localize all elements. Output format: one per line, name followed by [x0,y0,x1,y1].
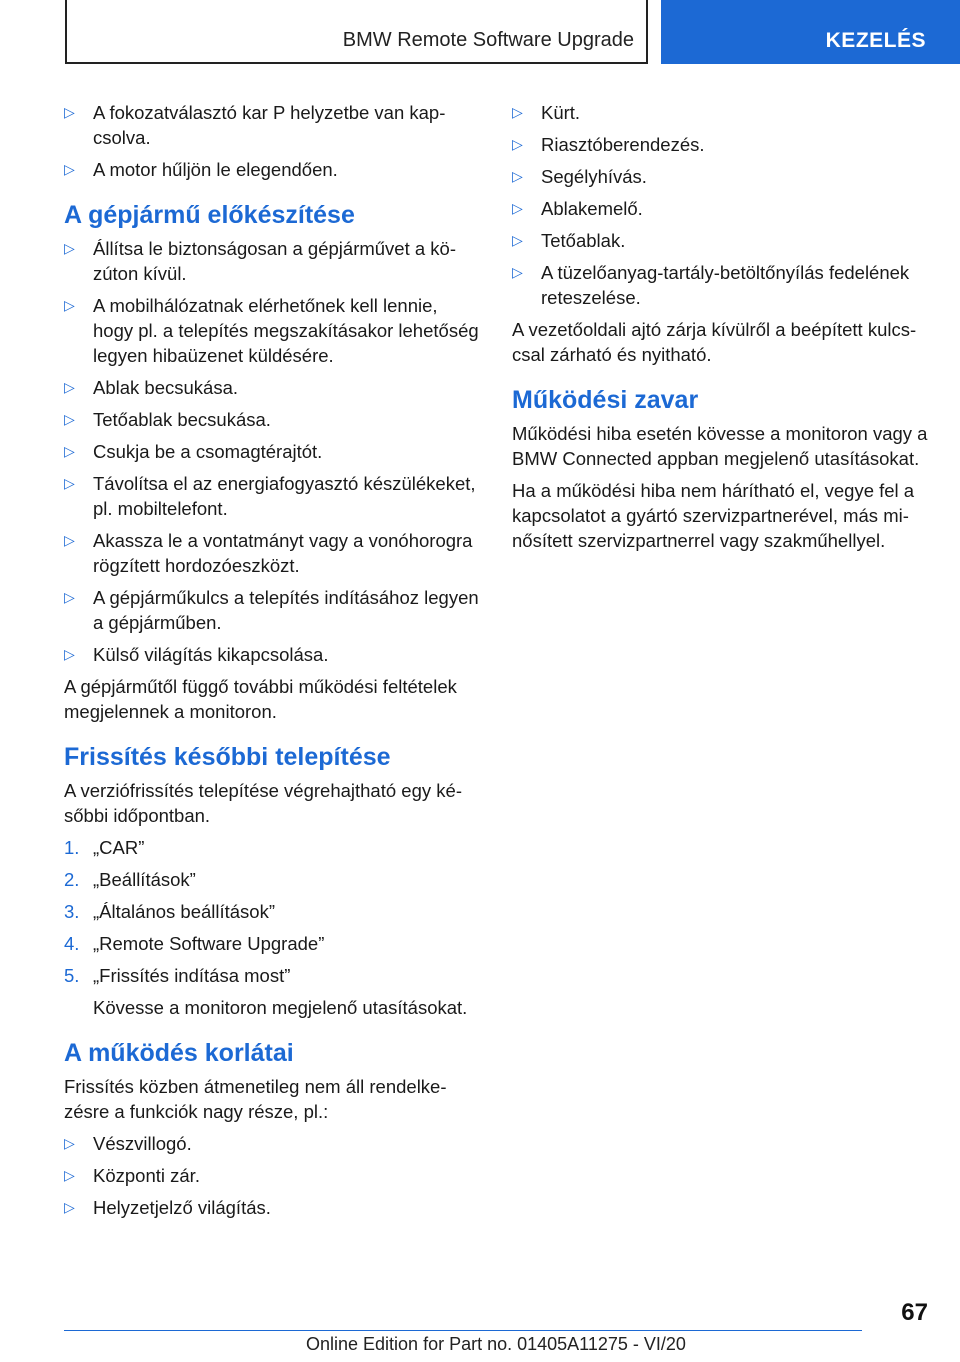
list-item: ▷ Helyzetjelző világítás. [64,1197,271,1218]
paragraph-driver-door: A vezetőoldali ajtó zárja kívülről a beépített kulcscsal zárható és nyitható. [512,319,917,365]
list-item: ▷ Távolítsa el az energiafogyasztó készülékeket, pl. mobiltelefont. [64,473,476,519]
list-item: ▷ Vészvillogó. [64,1133,192,1154]
triangle-right-outline-icon: ▷ [512,104,523,120]
heading-limitations: A működés korlátai [64,1039,294,1067]
triangle-right-outline-icon: ▷ [64,161,75,177]
list-item: ▷ Külső világítás kikapcsolása. [64,644,329,665]
triangle-right-outline-icon: ▷ [512,200,523,216]
step-item: 1. „CAR” [64,837,145,858]
triangle-right-outline-icon: ▷ [64,379,75,395]
footer-divider [64,1330,862,1331]
paragraph-malfunction-2: Ha a működési hiba nem hárítható el, vegye fel a kapcsolatot a gyártó szervizpartnerével, más minősített szervizpartnerrel vagy szakműhellyel. [512,480,915,551]
triangle-right-outline-icon: ▷ [64,589,75,605]
left-column [64,100,480,1227]
right-column [512,100,928,560]
list-item: ▷ Központi zár. [64,1165,200,1186]
list-item: ▷ A motor hűljön le elegendően. [64,159,338,180]
triangle-right-outline-icon: ▷ [512,168,523,184]
paragraph-follow-instructions: Kövesse a monitoron megjelenő utasításokat. [93,997,468,1018]
list-item: ▷ Ablak becsukása. [64,377,239,398]
heading-malfunction: Működési zavar [512,386,699,414]
triangle-right-outline-icon: ▷ [64,646,75,662]
triangle-right-outline-icon: ▷ [64,240,75,256]
triangle-right-outline-icon: ▷ [64,532,75,548]
list-item: ▷ A gépjárműkulcs a telepítés indításához legyen a gépjárműben. [64,587,479,633]
heading-later-install: Frissítés későbbi telepítése [64,743,391,771]
step-number: 4. [64,933,80,954]
header-title: BMW Remote Software Upgrade [342,29,634,51]
list-item: ▷ Kürt. [512,102,581,123]
triangle-right-outline-icon: ▷ [512,136,523,152]
paragraph-limitations: Frissítés közben átmenetileg nem áll rendelkezésre a funkciók nagy része, pl.: [64,1076,447,1122]
triangle-right-outline-icon: ▷ [64,297,75,313]
footer-edition: Online Edition for Part no. 01405A11275 - VI/20 [306,1334,686,1354]
step-item: 4. „Remote Software Upgrade” [64,933,325,954]
step-number: 5. [64,965,80,986]
list-item: ▷ Akassza le a vontatmányt vagy a vonóhorogra rögzített hordozóeszközt. [64,530,473,576]
list-item: ▷ Riasztóberendezés. [512,134,705,155]
triangle-right-outline-icon: ▷ [64,1199,75,1215]
step-number: 1. [64,837,80,858]
heading-vehicle-preparation: A gépjármű előkészítése [64,201,355,229]
triangle-right-outline-icon: ▷ [512,232,523,248]
list-item: ▷ Tetőablak becsukása. [64,409,271,430]
list-item: ▷ Segélyhívás. [512,166,647,187]
section-label: KEZELÉS [825,29,926,52]
triangle-right-outline-icon: ▷ [64,1135,75,1151]
paragraph-malfunction-1: Működési hiba esetén kövesse a monitoron vagy a BMW Connected appban megjelenő utasításokat. [512,423,928,469]
triangle-right-outline-icon: ▷ [64,1167,75,1183]
triangle-right-outline-icon: ▷ [512,264,523,280]
paragraph-conditions: A gépjárműtől függő további működési feltételek megjelennek a monitoron. [64,676,457,722]
list-item: ▷ Állítsa le biztonságosan a gépjárművet a közúton kívül. [64,238,457,284]
step-number: 2. [64,869,80,890]
header-box [65,0,648,64]
step-item: 5. „Frissítés indítása most” [64,965,291,986]
list-item: ▷ A fokozatválasztó kar P helyzetbe van kapcsolva. [64,102,446,148]
list-item: ▷ Ablakemelő. [512,198,643,219]
paragraph-later-install: A verziófrissítés telepítése végrehajtható egy későbbi időpontban. [64,780,462,826]
triangle-right-outline-icon: ▷ [64,443,75,459]
list-item: ▷ A mobilhálózatnak elérhetőnek kell lennie, hogy pl. a telepítés megszakításakor lehetőség legyen hibaüzenet küldésére. [64,295,479,366]
list-item: ▷ Csukja be a csomagtérajtót. [64,441,323,462]
triangle-right-outline-icon: ▷ [64,104,75,120]
step-item: 2. „Beállítások” [64,869,196,890]
page-number: 67 [901,1299,928,1326]
triangle-right-outline-icon: ▷ [64,411,75,427]
list-item: ▷ A tüzelőanyag-tartály-betöltőnyílás fedelének reteszelése. [512,262,910,308]
step-item: 3. „Általános beállítások” [64,901,276,922]
triangle-right-outline-icon: ▷ [64,475,75,491]
step-number: 3. [64,901,80,922]
list-item: ▷ Tetőablak. [512,230,626,251]
header-section-tab [661,0,960,64]
